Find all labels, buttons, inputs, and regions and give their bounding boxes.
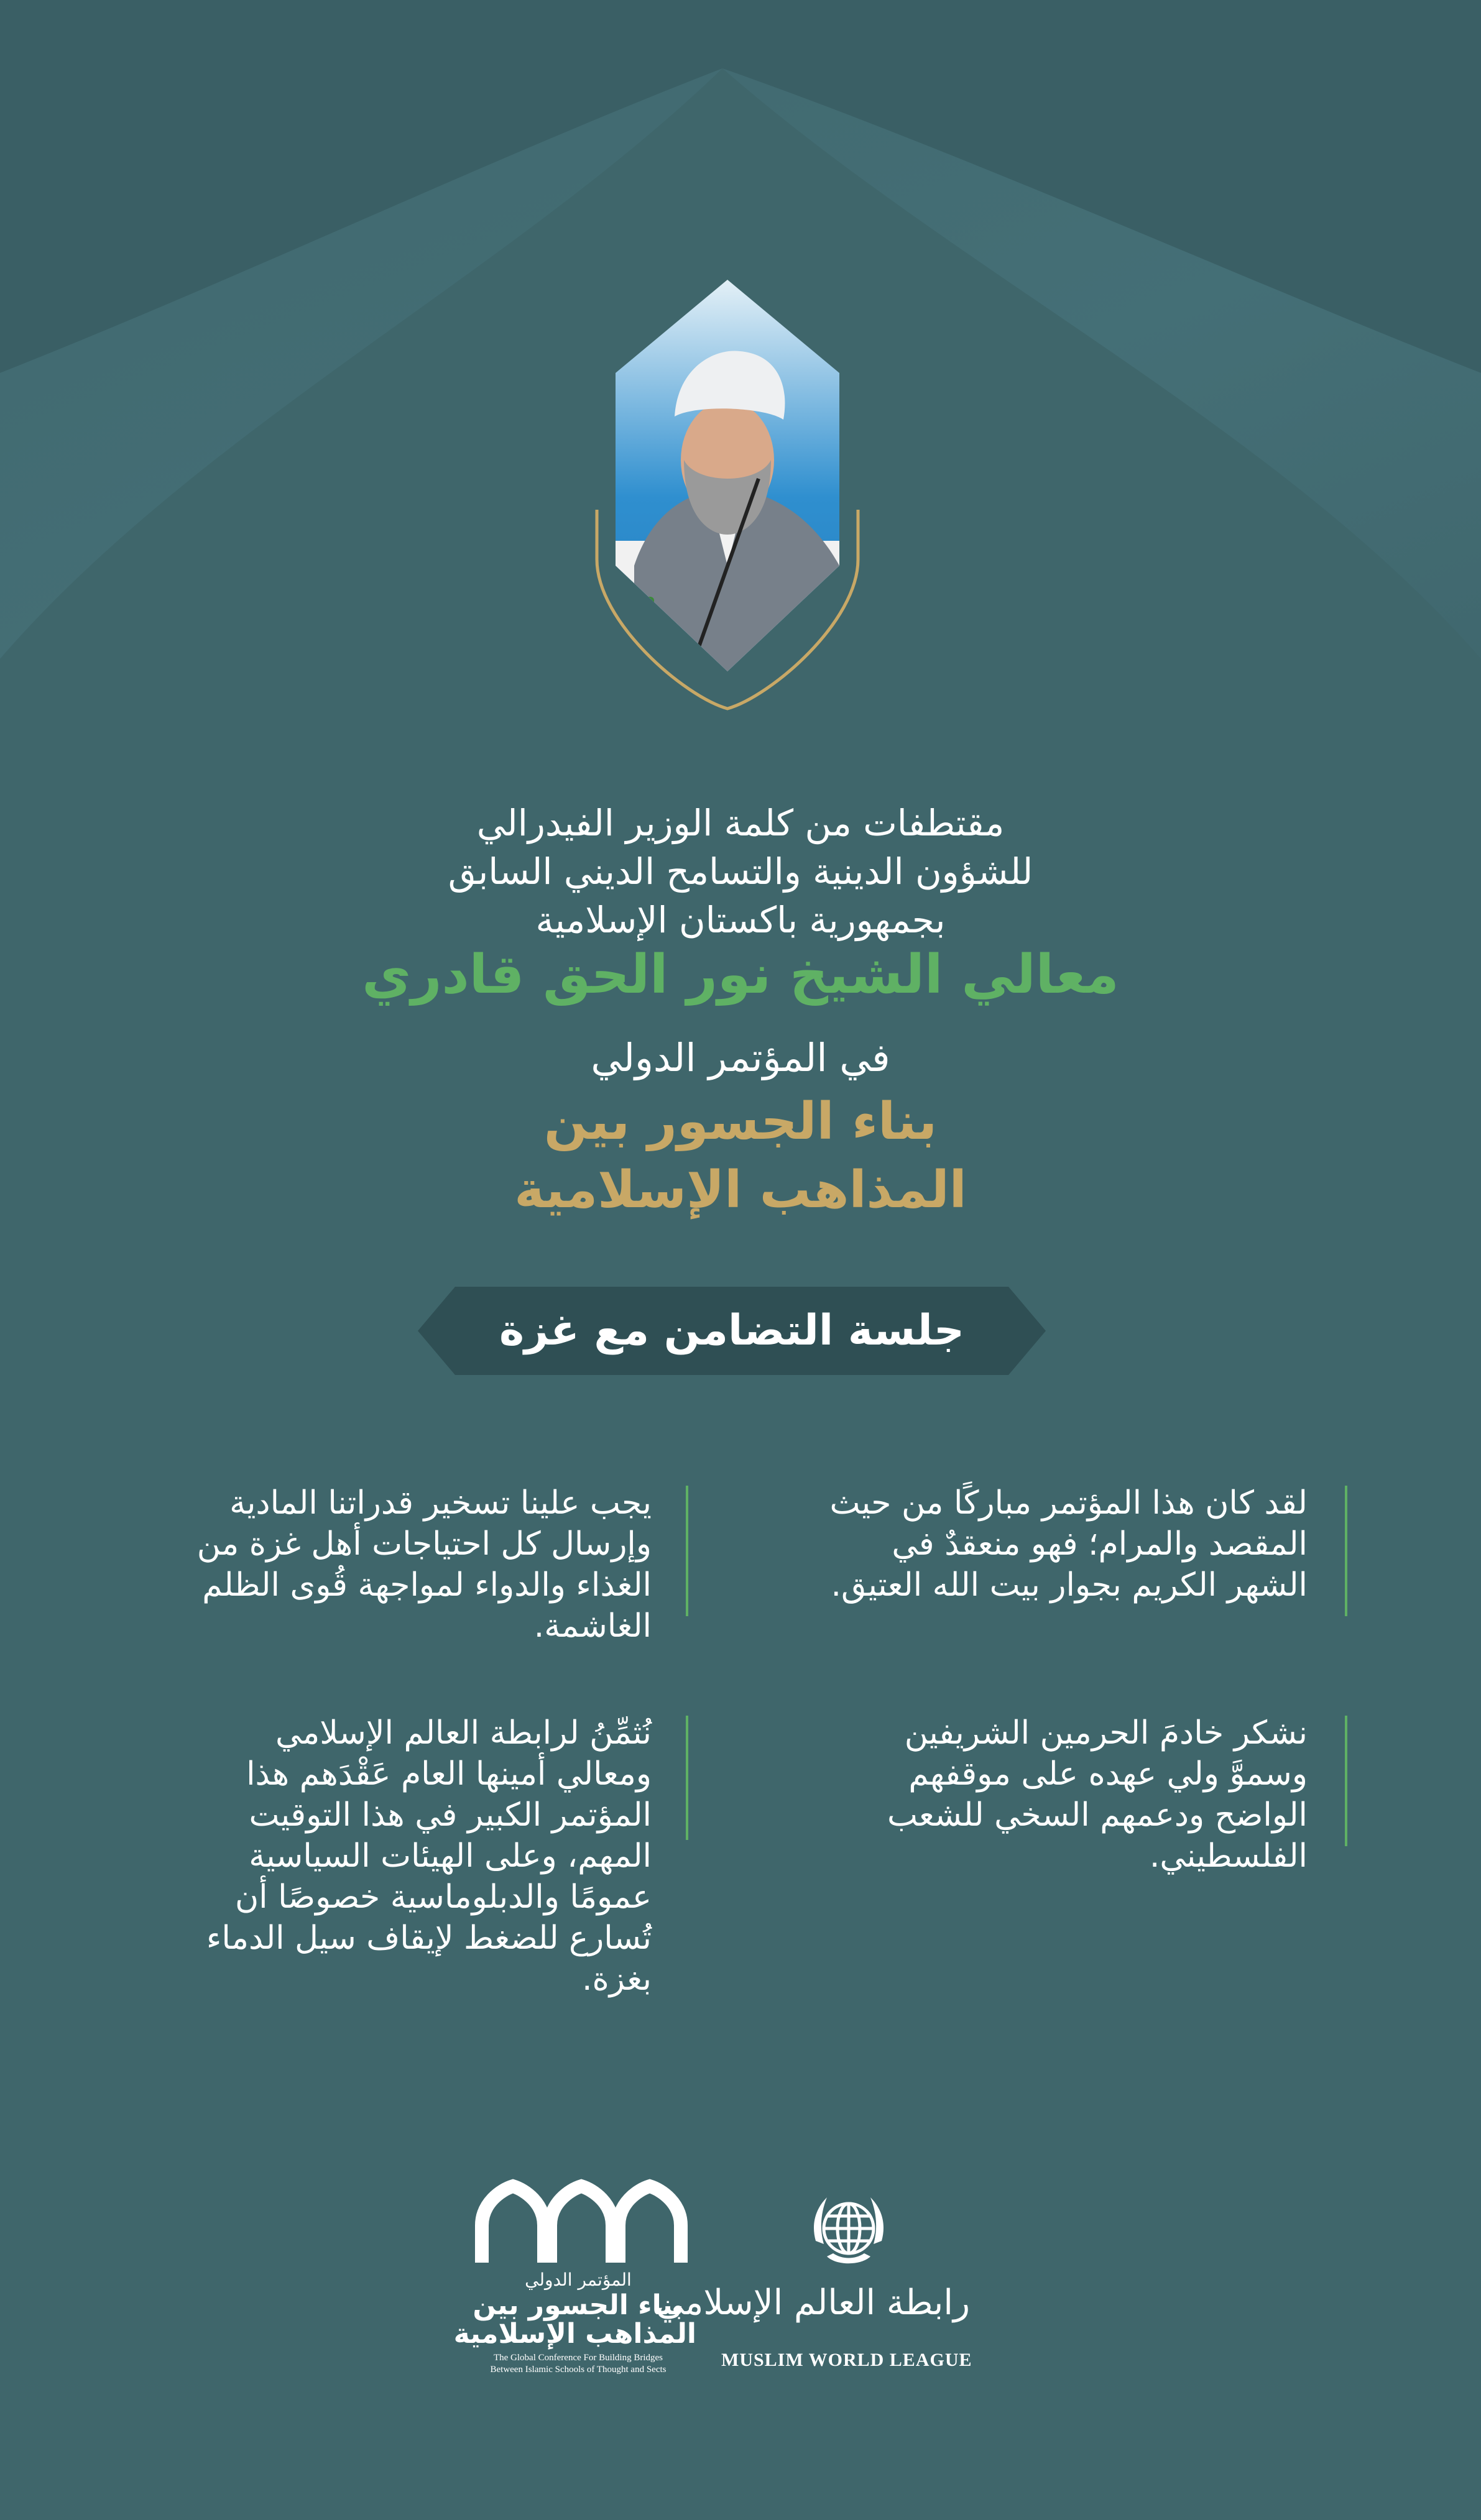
conference-name-line-1: بناء الجسور بين xyxy=(543,1092,938,1151)
mwl-arabic-name: رابطة العالم الإسلامي xyxy=(655,2283,970,2323)
quote-divider-1 xyxy=(1345,1486,1347,1616)
conference-name-line-2: المذاهب الإسلامية xyxy=(514,1161,967,1220)
quote-divider-4 xyxy=(686,1716,688,1840)
quote-4: نُثمِّنُ لرابطة العالم الإسلامي ومعالي أمينها العام عَقْدَهم هذا المؤتمر الكبير في هذا التوقيت المهم، وعلى الهيئات السياسية عمومًا والدبلوماسية خصوصًا أن تُسارع للضغط لإيقاف سيل الدماء بغزة. xyxy=(206,1714,652,1998)
quote-3: نشكر خادمَ الحرمين الشريفين وسموَّ ولي عهده على موقفهم الواضح ودعمهم السخي للشعب الفلسطيني. xyxy=(887,1714,1308,1875)
conference-logo-line-2: بناء الجسور بين xyxy=(473,2289,684,2321)
quote-divider-3 xyxy=(1345,1716,1347,1846)
conference-logo-line-1: المؤتمر الدولي xyxy=(525,2269,632,2290)
conference-logo-line-3: المذاهب الإسلامية xyxy=(453,2318,696,2350)
quote-1: لقد كان هذا المؤتمر مباركًا من حيث المقصد والمرام؛ فهو منعقدٌ في الشهر الكريم بجوار بيت الله العتيق. xyxy=(829,1484,1308,1604)
conference-logo-en-2: Between Islamic Schools of Thought and Sects xyxy=(490,2365,667,2375)
quote-divider-2 xyxy=(686,1486,688,1616)
intro-line-2: للشؤون الدينية والتسامح الديني السابق xyxy=(448,850,1033,893)
session-title: جلسة التضامن مع غزة xyxy=(499,1306,965,1355)
intro-line-1: مقتطفات من كلمة الوزير الفيدرالي xyxy=(476,802,1005,844)
intro-text xyxy=(305,799,1176,944)
speaker-name: معالي الشيخ نور الحق قادري xyxy=(362,944,1119,1006)
conference-name xyxy=(305,1088,1176,1225)
conference-logo-en-1: The Global Conference For Building Bridges xyxy=(493,2353,663,2363)
mwl-english-name: MUSLIM WORLD LEAGUE xyxy=(721,2350,972,2370)
intro-line-3: بجمهورية باكستان الإسلامية xyxy=(535,899,946,941)
speaker-portrait xyxy=(528,274,926,771)
globe-emblem-icon xyxy=(802,2182,895,2275)
quote-2: يجب علينا تسخير قدراتنا المادية وإرسال كل احتياجات أهل غزة من الغذاء والدواء لمواجهة قُوى الظلم الغاشمة. xyxy=(196,1484,652,1645)
conference-intro: في المؤتمر الدولي xyxy=(591,1035,890,1080)
